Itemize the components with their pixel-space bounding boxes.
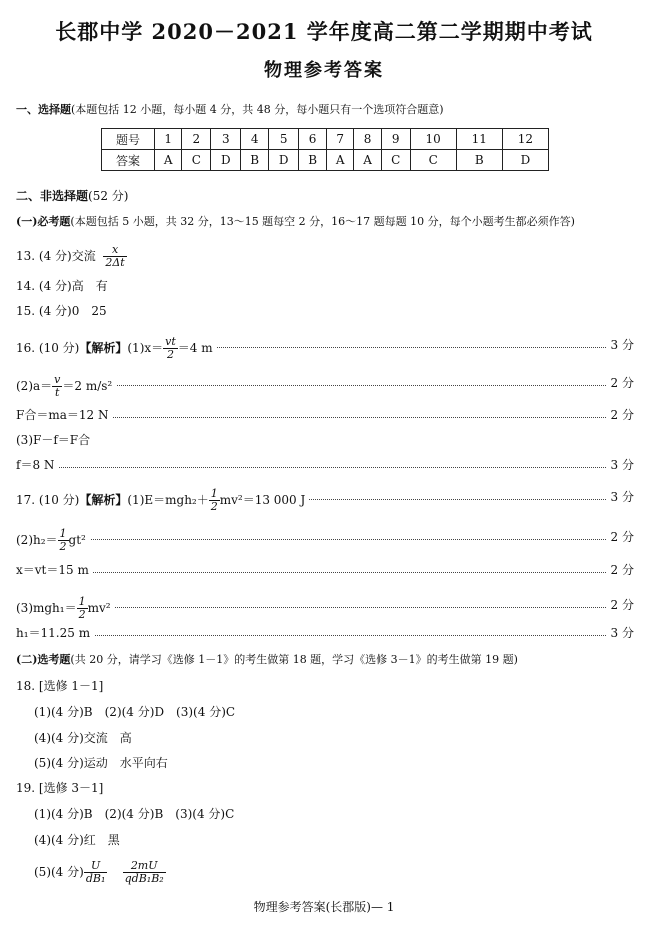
q17-eq-3: x＝vt＝15 m (16, 561, 93, 579)
q13-line (16, 244, 127, 269)
table-cell: A (327, 150, 354, 171)
q17-fraction-3 (77, 596, 88, 621)
q17-eq-4 (16, 596, 115, 621)
q16-eq-1 (16, 336, 217, 361)
q17-line-4 (16, 595, 634, 621)
q18-line-3: (5)(4 分)运动 水平向右 (34, 756, 168, 770)
table-cell: C (182, 150, 211, 171)
answer-table-row-numbers (102, 129, 549, 150)
fraction-numerator: 1 (210, 487, 218, 500)
table-cell: 9 (381, 129, 410, 150)
q16-eq1-b: ＝4 m (177, 341, 213, 355)
q17-eq1-b: mv²＝13 000 J (219, 493, 306, 507)
dotted-leader (16, 467, 608, 468)
q16-prefix: 16. (10 分) (16, 341, 80, 355)
fraction-denominator: dB₁ (85, 872, 106, 885)
table-cell: 4 (241, 129, 269, 150)
q15-line: 15. (4 分)0 25 (16, 304, 107, 318)
q16-eq-2 (16, 374, 116, 399)
fraction-numerator: 1 (59, 527, 67, 540)
q19-line-1: (1)(4 分)B (2)(4 分)B (3)(4 分)C (34, 807, 235, 821)
dotted-leader (16, 572, 608, 573)
q16-fraction-2 (52, 374, 62, 399)
section1-note: (本题包括 12 小题，每小题 4 分，共 48 分，每小题只有一个选项符合题意) (71, 103, 444, 116)
q16-points-5: 3 分 (607, 456, 634, 474)
q17-points-4: 2 分 (607, 596, 634, 614)
q16-points-3: 2 分 (607, 406, 634, 424)
part1-heading: (一)必考题 (16, 215, 71, 228)
q19-line-2: (4)(4 分)红 黑 (34, 833, 120, 847)
q19-fraction-2 (123, 860, 166, 885)
table-cell: C (381, 150, 410, 171)
table-cell: B (456, 150, 502, 171)
q18-line-1: (1)(4 分)B (2)(4 分)D (3)(4 分)C (34, 705, 236, 719)
part1-note: (本题包括 5 小题，共 32 分，13～15 题每空 2 分，16～17 题每题 10 分，每个小题考生都必须作答) (70, 215, 575, 228)
fraction-numerator: U (84, 860, 108, 873)
q16-points-1: 3 分 (607, 336, 634, 354)
page-subtitle: 物理参考答案 (264, 60, 384, 81)
fraction-denominator: 2 (59, 540, 67, 553)
fraction-numerator: 2mU (123, 860, 166, 873)
table-cell: B (299, 150, 327, 171)
table-cell: 5 (269, 129, 299, 150)
table-cell: D (269, 150, 299, 171)
answer-table (101, 128, 549, 171)
q16-line-1 (16, 335, 634, 361)
answer-table-row1-label: 题号 (102, 129, 155, 150)
table-cell: A (354, 150, 381, 171)
q16-line-5 (16, 456, 634, 474)
q19-line-3 (34, 860, 166, 885)
table-cell: D (211, 150, 241, 171)
section1-heading: 一、选择题 (16, 103, 71, 116)
q17-line-1 (16, 487, 634, 513)
q13-prefix: 13. (4 分)交流 (16, 249, 96, 263)
analysis-tag: 【解析】 (79, 341, 128, 355)
q18-line-2: (4)(4 分)交流 高 (34, 731, 132, 745)
answer-table-row-answers (102, 150, 549, 171)
section2-score: (52 分) (88, 189, 129, 203)
section1-heading-line (16, 102, 444, 118)
table-cell: C (410, 150, 456, 171)
q17-line-5 (16, 624, 634, 642)
part2-note: (共 20 分，请学习《选修 1－1》的考生做第 18 题，学习《选修 3－1》的考生做第 19 题) (70, 653, 518, 666)
table-cell: D (502, 150, 548, 171)
table-cell: 7 (327, 129, 354, 150)
part1-heading-line (16, 214, 575, 230)
q17-eq4-b: mv² (87, 601, 111, 615)
fraction-denominator: 2Δt (105, 256, 125, 269)
q16-line-2 (16, 373, 634, 399)
section2-heading: 二、非选择题 (16, 189, 89, 203)
q16-eq2-a: (2)a＝ (16, 379, 53, 393)
answer-table-row2-label: 答案 (102, 150, 155, 171)
fraction-numerator: 1 (78, 595, 86, 608)
table-cell: 3 (211, 129, 241, 150)
q16-eq2-b: ＝2 m/s² (62, 379, 113, 393)
q17-prefix: 17. (10 分) (16, 493, 80, 507)
q17-line-2 (16, 527, 634, 553)
fraction-denominator: 2 (78, 608, 86, 621)
page-title: 长郡中学 2020－2021 学年度高二第二学期期中考试 (55, 19, 593, 44)
q16-fraction-1 (163, 336, 178, 361)
q17-points-3: 2 分 (607, 561, 634, 579)
fraction-numerator: v (54, 373, 61, 386)
q14-line: 14. (4 分)高 有 (16, 279, 108, 293)
fraction-denominator: 2 (166, 348, 174, 361)
dotted-leader (16, 635, 608, 636)
q16-line-3 (16, 406, 634, 424)
part2-heading-line (16, 652, 518, 668)
table-cell: B (241, 150, 269, 171)
analysis-tag: 【解析】 (79, 493, 128, 507)
table-cell: 8 (354, 129, 381, 150)
q17-eq-2 (16, 528, 90, 553)
q16-eq-3: F合＝ma＝12 N (16, 406, 112, 424)
q16-points-2: 2 分 (607, 374, 634, 392)
q17-eq-5: h₁＝11.25 m (16, 624, 94, 642)
table-cell: A (155, 150, 182, 171)
q17-points-2: 2 分 (607, 528, 634, 546)
table-cell: 11 (456, 129, 502, 150)
fraction-numerator: vt (165, 335, 176, 348)
fraction-denominator: t (55, 386, 60, 399)
table-cell: 10 (410, 129, 456, 150)
q19-l3-prefix: (5)(4 分) (34, 865, 84, 879)
q16-line-4: (3)F－f＝F合 (16, 433, 91, 447)
table-cell: 12 (502, 129, 548, 150)
part2-heading: (二)选考题 (16, 653, 71, 666)
table-cell: 2 (182, 129, 211, 150)
q19-fraction-1 (84, 860, 108, 885)
q17-fraction-1 (209, 488, 220, 513)
q17-eq1-a: (1)E＝mgh₂＋ (127, 493, 209, 507)
fraction-denominator: qdB₁B₂ (124, 872, 164, 885)
q17-eq4-a: (3)mgh₁＝ (16, 601, 77, 615)
q13-fraction (103, 244, 126, 269)
q17-fraction-2 (58, 528, 69, 553)
q17-eq2-a: (2)h₂＝ (16, 533, 58, 547)
q18-heading: 18. [选修 1－1] (16, 679, 104, 693)
section2-heading-line (16, 188, 128, 204)
q16-eq1-a: (1)x＝ (127, 341, 164, 355)
q17-points-5: 3 分 (607, 624, 634, 642)
q19-heading: 19. [选修 3－1] (16, 781, 104, 795)
table-cell: 1 (155, 129, 182, 150)
fraction-denominator: 2 (210, 500, 218, 513)
dotted-leader (16, 539, 608, 540)
page-footer: 物理参考答案(长郡版)— 1 (253, 900, 395, 914)
q16-eq-5: f＝8 N (16, 456, 58, 474)
q17-line-3 (16, 561, 634, 579)
q17-points-1: 3 分 (607, 488, 634, 506)
q17-eq-1 (16, 488, 309, 513)
fraction-numerator: x (103, 244, 126, 257)
q17-eq2-b: gt² (68, 533, 86, 547)
table-cell: 6 (299, 129, 327, 150)
